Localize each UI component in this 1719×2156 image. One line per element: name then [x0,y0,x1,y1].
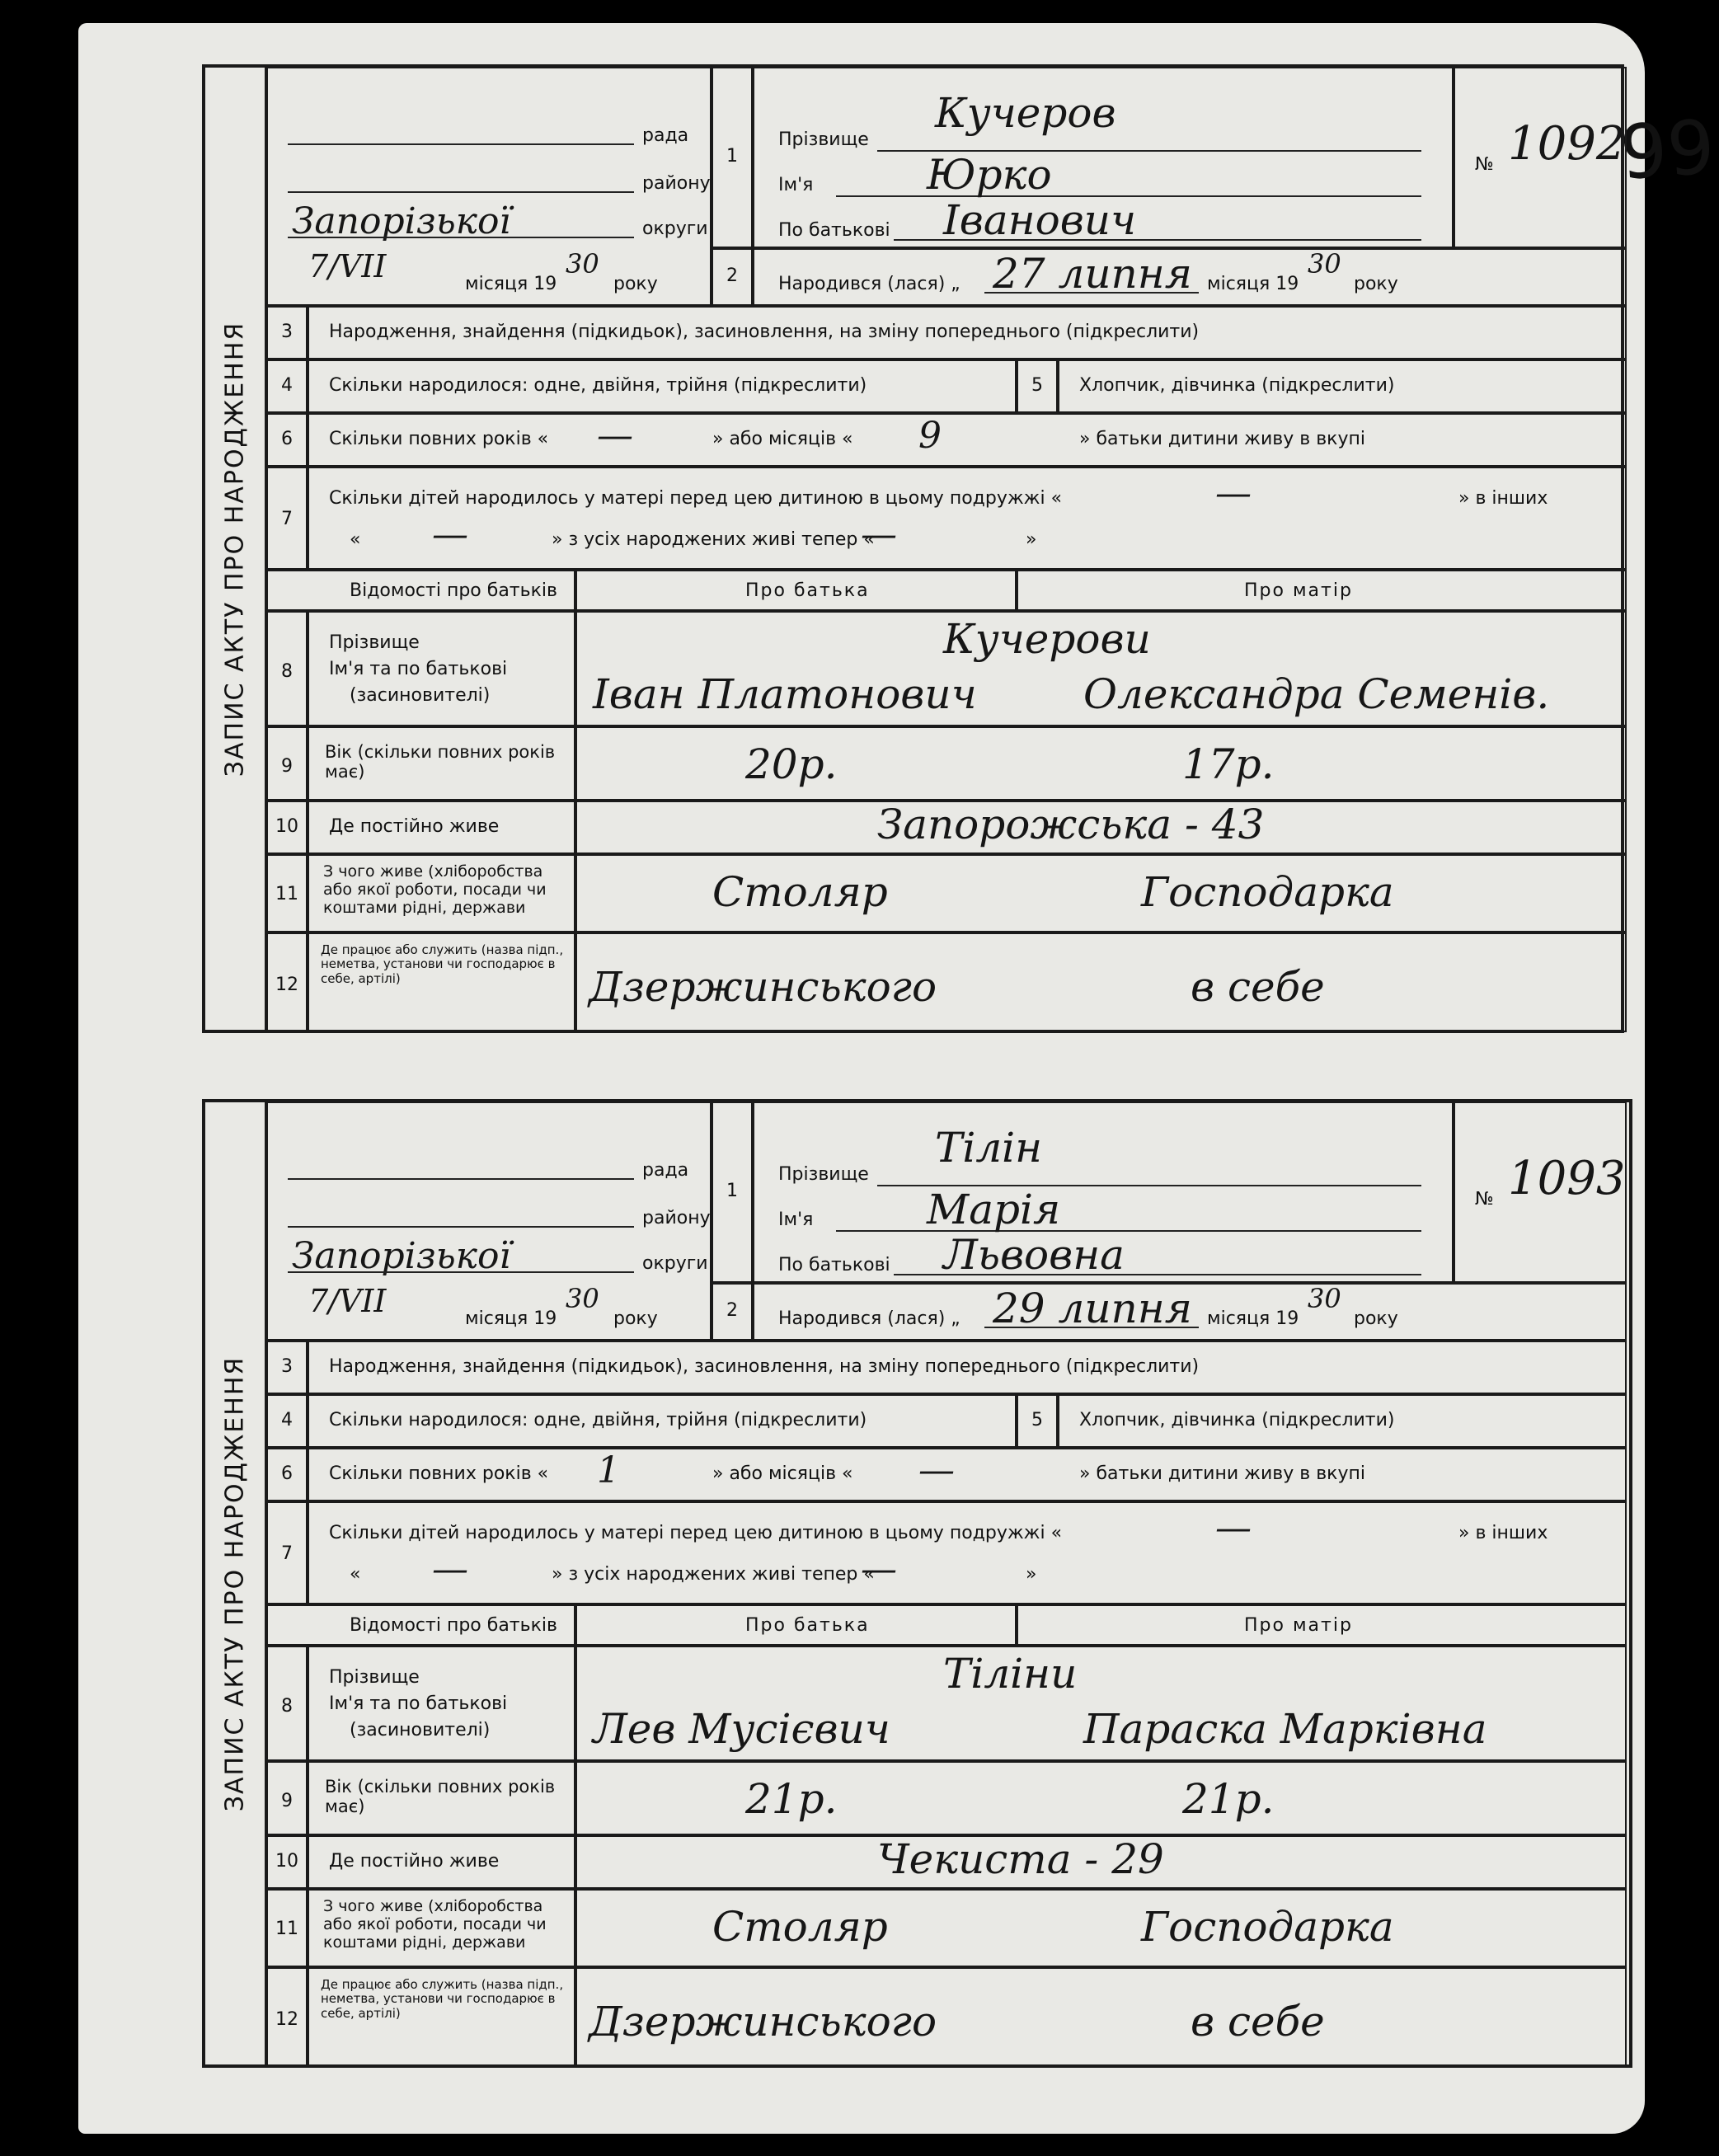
mother-age: 21р. [1182,1775,1275,1823]
record-grid [267,1102,1629,2064]
row-7-cell [308,1501,1627,1604]
row-5-num: 5 [1031,375,1043,396]
registration-year: 30 [566,1283,599,1314]
years-together-value: 1 [597,1449,620,1491]
father-workplace: Дзержинського [589,963,937,1011]
father-head: Про батька [745,1615,870,1636]
row-7-cell [308,467,1627,570]
alive-now-label: » з усіх народжених живі тепер « [552,1564,875,1585]
row-5-num: 5 [1031,1410,1043,1430]
record-side-title [205,1102,267,2064]
birth-type-text: Народження, знайдення (підкидьок), засиновлення, на зміну попереднього (підкреслити) [329,322,1200,342]
row-3-num: 3 [281,1356,293,1377]
birth-label: Народився (лася) „ [778,1308,960,1329]
row-3-num: 3 [281,322,293,342]
child-name: Марія [927,1186,1061,1233]
residence-address: Чекиста - 29 [877,1835,1164,1883]
row-2-num: 2 [726,1300,738,1321]
months-together-value: — [918,1449,955,1491]
row-6-num: 6 [281,429,293,449]
years-together-label: Скільки повних років « [329,1463,549,1484]
father-occupation: Столяр [712,868,888,916]
birth-month-label: місяця 19 [1207,274,1299,294]
birth-record-1 [202,64,1624,1033]
birth-count-text: Скільки народилося: одне, двійня, трійня (підкреслити) [329,1410,867,1430]
act-number: 1092 [1508,117,1626,171]
months-together-value: 9 [918,415,942,457]
alive-now-value: — [861,514,897,556]
row-4-num: 4 [281,1410,293,1430]
parents-info-head: Відомості про батьків [350,1615,557,1636]
row-11-num: 11 [275,1919,298,1939]
record-side-title [205,68,267,1030]
parents-surname: Кучерови [943,615,1151,663]
row-1-num: 1 [726,1181,738,1201]
page-number: 99 [1617,104,1718,197]
registration-day: 7/VII [308,1283,387,1319]
residence-address: Запорожська - 43 [877,801,1265,848]
workplace-label: Де працює або служить (назва підп., неметва, установи чи господарює в себе, артілі) [321,942,564,986]
name-label: Ім'я [778,1210,814,1230]
years-together-label: Скільки повних років « [329,429,549,449]
registration-day: 7/VII [308,248,387,284]
birth-count-text: Скільки народилося: одне, двійня, трійня (підкреслити) [329,375,867,396]
row-9-num: 9 [281,1791,293,1811]
surname-label: Прізвище [778,1164,869,1185]
workplace-label: Де працює або служить (назва підп., неметва, установи чи господарює в себе, артілі) [321,1977,564,2021]
row-9-num: 9 [281,756,293,777]
parents-surname-label: Прізвище [329,632,420,653]
birth-label: Народився (лася) „ [778,274,960,294]
row-7-num: 7 [281,509,293,529]
other-marriages-label: » в інших [1458,488,1548,509]
row-1-num: 1 [726,146,738,167]
age-label: Вік (скільки повних років має) [325,742,556,782]
roku-label: року [613,1308,658,1329]
act-number-label: № [1475,154,1494,175]
other-marriages-open: « [350,1564,361,1585]
raion-label: району [642,173,711,194]
patronymic-label: По батькові [778,1255,890,1275]
birth-record-2 [202,1099,1632,2068]
row-8-num: 8 [281,1696,293,1717]
parents-name-label: Ім'я та по батькові [329,659,508,679]
row-10-num: 10 [275,816,298,837]
child-patronymic: Іванович [943,196,1137,244]
age-label: Вік (скільки повних років має) [325,1777,556,1817]
mother-name: Олександра Семенів. [1083,670,1550,718]
row-9-values-cell [575,1761,1627,1835]
okrug-value: Запорізької [292,200,511,242]
alive-now-label: » з усіх народжених живі тепер « [552,529,875,550]
birth-date: 29 липня [993,1285,1192,1332]
parents-name-label: Ім'я та по батькові [329,1693,508,1714]
parents-surname: Тіліни [943,1650,1078,1698]
row-2-num: 2 [726,265,738,286]
father-name: Іван Платонович [593,670,977,718]
father-occupation: Столяр [712,1903,888,1951]
row-12-num: 12 [275,2009,298,2030]
mother-head: Про матір [1244,580,1353,601]
child-surname: Тілін [935,1124,1043,1172]
adoptive-label: (засиновителі) [350,1720,491,1740]
livelihood-label: З чого живе (хліборобства або якої роботи, посади чи коштами рідні, держави [323,862,547,917]
record-grid [267,68,1626,1030]
raion-label: району [642,1208,711,1228]
parents-info-head: Відомості про батьків [350,580,557,601]
years-together-value: — [597,415,633,457]
mother-name: Параска Марківна [1083,1705,1487,1753]
parents-together-text: » батьки дитини живу в вкупі [1079,429,1365,449]
row-8-num: 8 [281,661,293,682]
birth-type-text: Народження, знайдення (підкидьок), засиновлення, на зміну попереднього (підкреслити) [329,1356,1200,1377]
surname-label: Прізвище [778,129,869,150]
other-marriages-open: « [350,529,361,550]
livelihood-label: З чого живе (хліборобства або якої роботи, посади чи коштами рідні, держави [323,1897,547,1952]
adoptive-label: (засиновителі) [350,685,491,706]
father-age: 21р. [745,1775,838,1823]
father-name: Лев Мусієвич [593,1705,890,1753]
birth-year: 30 [1308,248,1341,279]
mother-workplace: в себе [1191,1998,1325,2046]
okrug-value: Запорізької [292,1235,511,1277]
other-marriages-value: — [432,1548,468,1590]
parents-together-text: » батьки дитини живу в вкупі [1079,1463,1365,1484]
mother-occupation: Господарка [1141,1903,1394,1951]
alive-now-value: — [861,1548,897,1590]
row-7-num: 7 [281,1543,293,1564]
parents-surname-label: Прізвище [329,1667,420,1688]
name-label: Ім'я [778,175,814,195]
months-together-label: » або місяців « [712,429,853,449]
child-surname: Кучеров [935,89,1116,137]
document-page [78,23,1718,2134]
prior-children-value: — [1215,472,1252,514]
child-patronymic: Львовна [943,1231,1125,1279]
months-together-label: » або місяців « [712,1463,853,1484]
month-label: місяця 19 [465,1308,557,1329]
row-11-num: 11 [275,884,298,904]
row-6-num: 6 [281,1463,293,1484]
birth-month-label: місяця 19 [1207,1308,1299,1329]
prior-children-text: Скільки дітей народилось у матері перед цею дитиною в цьому подружжі « [329,1523,1063,1543]
father-workplace: Дзержинського [589,1998,937,2046]
side-title-text: ЗАПИС АКТУ ПРО НАРОДЖЕННЯ [220,321,250,777]
child-name: Юрко [927,151,1052,199]
father-age: 20р. [745,740,838,788]
rada-label: рада [642,125,689,146]
row-12-num: 12 [275,975,298,995]
residence-label: Де постійно живе [329,1851,500,1872]
row-9-values-cell [575,726,1627,801]
sex-text: Хлопчик, дівчинка (підкреслити) [1079,1410,1395,1430]
row-4-num: 4 [281,375,293,396]
okrug-label: округи [642,1253,708,1274]
residence-label: Де постійно живе [329,816,500,837]
birth-year: 30 [1308,1283,1341,1314]
row-10-num: 10 [275,1851,298,1872]
alive-now-close: » [1026,529,1037,550]
roku-label: року [613,274,658,294]
birth-roku-label: року [1354,274,1398,294]
other-marriages-value: — [432,514,468,556]
act-number-label: № [1475,1189,1494,1210]
act-number: 1093 [1508,1152,1626,1205]
other-marriages-label: » в інших [1458,1523,1548,1543]
month-label: місяця 19 [465,274,557,294]
father-head: Про батька [745,580,870,601]
alive-now-close: » [1026,1564,1037,1585]
prior-children-value: — [1215,1507,1252,1549]
prior-children-text: Скільки дітей народилось у матері перед цею дитиною в цьому подружжі « [329,488,1063,509]
mother-occupation: Господарка [1141,868,1394,916]
birth-roku-label: року [1354,1308,1398,1329]
mother-age: 17р. [1182,740,1275,788]
registration-year: 30 [566,248,599,279]
sex-text: Хлопчик, дівчинка (підкреслити) [1079,375,1395,396]
rada-label: рада [642,1160,689,1181]
side-title-text: ЗАПИС АКТУ ПРО НАРОДЖЕННЯ [220,1355,250,1811]
birth-date: 27 липня [993,250,1192,298]
mother-head: Про матір [1244,1615,1353,1636]
mother-workplace: в себе [1191,963,1325,1011]
patronymic-label: По батькові [778,220,890,241]
okrug-label: округи [642,218,708,239]
